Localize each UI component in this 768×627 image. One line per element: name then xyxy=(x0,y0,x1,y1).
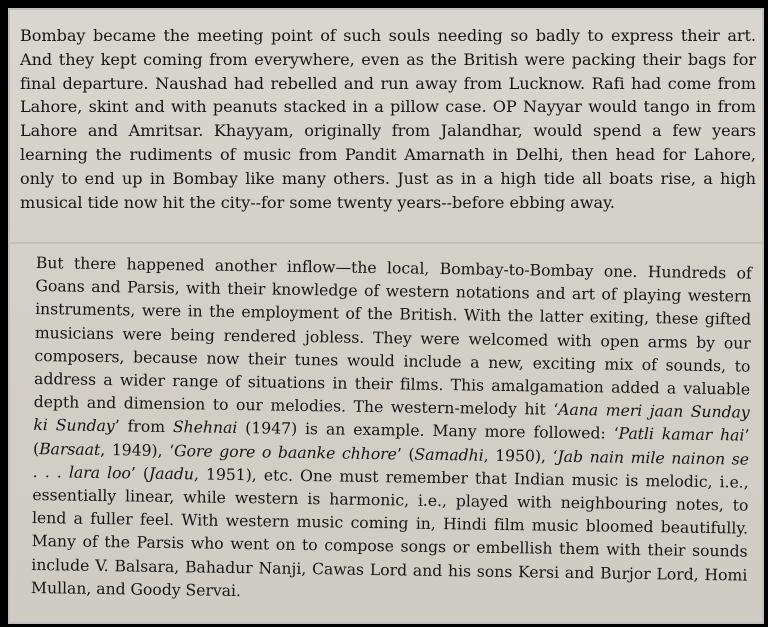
text-line: depth and dimension to our melodies. The western-melody hit ‘Aana meri jaan Sunday xyxy=(33,392,750,422)
text-line: instruments, were in the employment of the British. With the latter exiting, these gifted xyxy=(35,299,752,330)
page-fold-shadow xyxy=(10,242,762,244)
text-line: Goans and Parsis, with their knowledge of western notations and art of playing western xyxy=(35,276,752,306)
text-line: musicians were being rendered jobless. They were welcomed with open arms by our xyxy=(34,322,751,353)
text-line: Lahore and Amritsar. Khayyam, originally from Jalandhar, would spend a few years xyxy=(20,121,756,141)
text-line: learning the rudiments of music from Pandit Amarnath in Delhi, then head for Lahore, xyxy=(20,144,756,164)
text-line: final departure. Naushad had rebelled and run away from Lucknow. Rafi had come from xyxy=(20,73,756,93)
text-line: Mullan, and Goody Servai. xyxy=(30,577,242,600)
text-line: Many of the Parsis who went on to compose songs or embellish them with their sounds xyxy=(31,531,748,562)
text-line: musical tide now hit the city--for some twenty years--before ebbing away. xyxy=(20,192,615,212)
paragraph-local-inflow xyxy=(31,251,752,610)
text-line: Bombay became the meeting point of such souls needing so badly to express their art. xyxy=(20,26,756,45)
text-line: lend a fuller feel. With western music coming in, Hindi film music bloomed beautifully. xyxy=(31,508,749,538)
text-line: composers, because now their tunes would include a new, exciting mix of sounds, to xyxy=(34,345,751,376)
book-page xyxy=(8,8,764,624)
paragraph-bombay-meeting-point xyxy=(20,24,756,214)
text-line: only to end up in Bombay like many others. Just as in a high tide all boats rise, a high xyxy=(20,168,756,188)
text-line: Lahore, skint and with peanuts stacked in a pillow case. OP Nayyar would tango in from xyxy=(20,97,756,117)
text-line: include V. Balsara, Bahadur Nanji, Cawas Lord and his sons Kersi and Burjor Lord, Homi xyxy=(31,554,748,585)
text-line: . . . lara loo’ (Jaadu, 1951), etc. One must remember that Indian music is melodic, i.e., xyxy=(32,461,749,492)
text-line: But there happened another inflow—the local, Bombay-to-Bombay one. Hundreds of xyxy=(35,252,752,283)
text-line: (Barsaat, 1949), ‘Gore gore o baanke chhore’ (Samadhi, 1950), ‘Jab nain mile nainon se xyxy=(32,438,750,469)
text-line: And they kept coming from everywhere, even as the British were packing their bags for xyxy=(20,49,756,69)
text-line: address a wider range of situations in their films. This amalgamation added a valuable xyxy=(33,369,751,399)
text-line: ki Sunday’ from Shehnai (1947) is an example. Many more followed: ‘Patli kamar hai’ xyxy=(33,415,750,446)
text-line: essentially linear, while western is harmonic, i.e., played with neighbouring notes, to xyxy=(32,485,749,515)
